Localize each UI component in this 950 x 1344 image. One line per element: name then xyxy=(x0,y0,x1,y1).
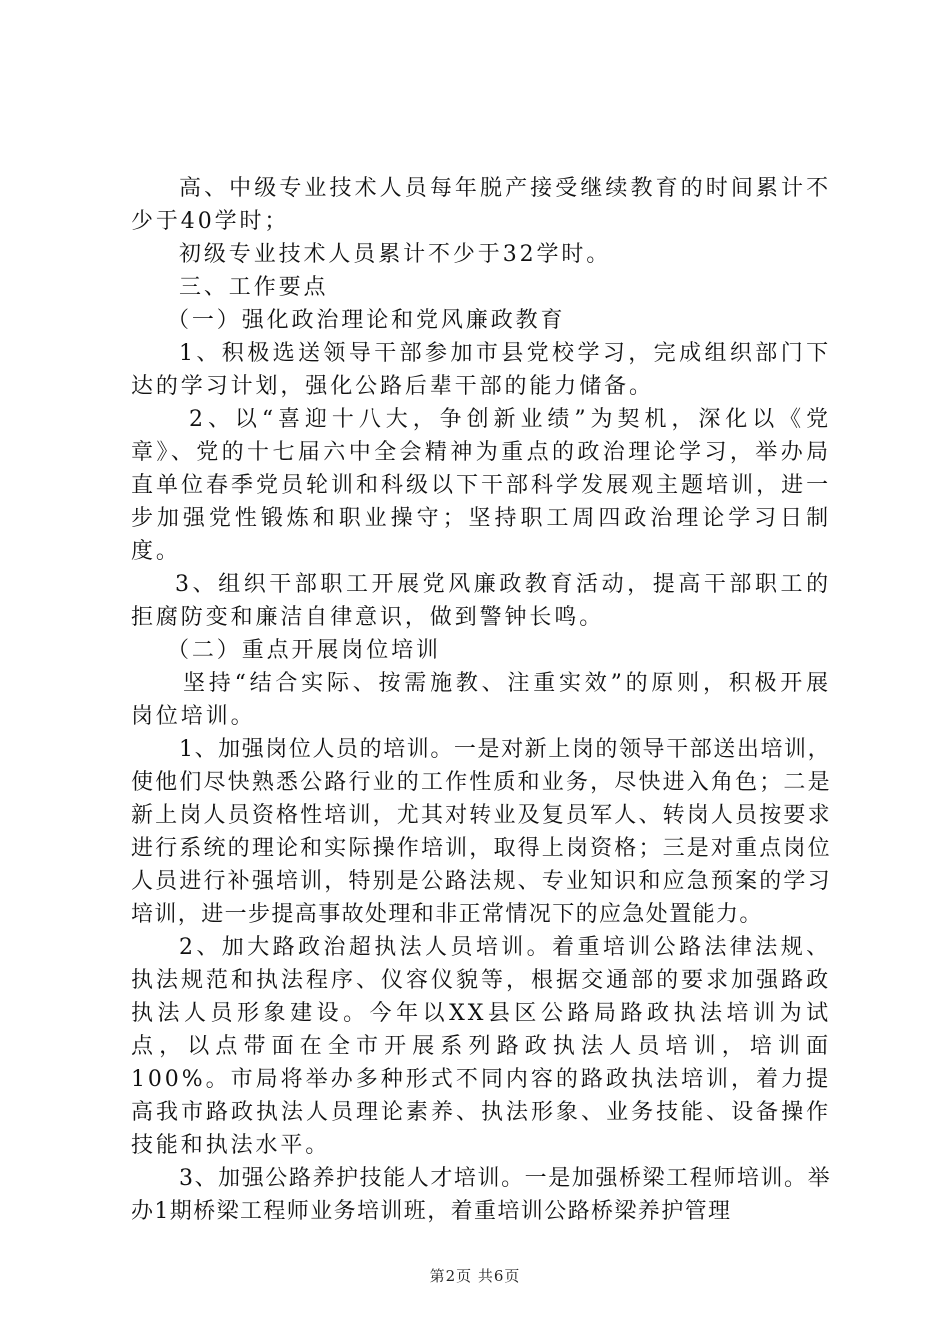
paragraph-post-staff-training: 1、加强岗位人员的培训。一是对新上岗的领导干部送出培训，使他们尽快熟悉公路行业的工作性质和业务，尽快进入角色；二是新上岗人员资格性培训，尤其对转业及复员军人、转岗人员按要求进行系统的理论和实际操作培训，取得上岗资格；三是对重点岗位人员进行补强培训，特别是公路法规、专业知识和应急预案的学习培训，进一步提高事故处理和非正常情况下的应急处置能力。 xyxy=(131,737,831,927)
subsection-heading-post-training: （二）重点开展岗位培训 xyxy=(167,638,441,663)
paragraph-integrity-education: 3、组织干部职工开展党风廉政教育活动，提高干部职工的拒腐防变和廉洁自律意识，做到警钟长鸣。 xyxy=(131,572,831,630)
paragraph-political-theory-study: 2、以“喜迎十八大，争创新业绩”为契机，深化以《党章》、党的十七届六中全会精神为重点的政治理论学习，举办局直单位春季党员轮训和科级以下干部科学发展观主题培训，进一步加强党性锻炼和职业操守；坚持职工周四政治理论学习日制度。 xyxy=(131,407,831,564)
page-number-footer: 第2页 共6页 xyxy=(429,1267,521,1285)
section-heading-work-points: 三、工作要点 xyxy=(179,275,329,300)
paragraph-training-principle: 坚持“结合实际、按需施教、注重实效”的原则，积极开展岗位培训。 xyxy=(131,671,831,729)
document-body xyxy=(131,172,831,1228)
paragraph-maintenance-talent-training: 3、加强公路养护技能人才培训。一是加强桥梁工程师培训。举办1期桥梁工程师业务培训班，着重培训公路桥梁养护管理 xyxy=(131,1166,831,1224)
subsection-heading-political-education: （一）强化政治理论和党风廉政教育 xyxy=(167,308,566,333)
paragraph-party-school: 1、积极选送领导干部参加市县党校学习，完成组织部门下达的学习计划，强化公路后辈干部的能力储备。 xyxy=(131,341,831,399)
paragraph-law-enforcement-training: 2、加大路政治超执法人员培训。着重培训公路法律法规、执法规范和执法程序、仪容仪貌等，根据交通部的要求加强路政执法人员形象建设。今年以XX县区公路局路政执法培训为试点，以点带面在全市开展系列路政执法人员培训，培训面100%。市局将举办多种形式不同内容的路政执法培训，着力提高我市路政执法人员理论素养、执法形象、业务技能、设备操作技能和执法水平。 xyxy=(131,935,831,1158)
paragraph-continuing-education-hours: 高、中级专业技术人员每年脱产接受继续教育的时间累计不少于40学时； xyxy=(131,176,831,234)
paragraph-junior-staff-hours: 初级专业技术人员累计不少于32学时。 xyxy=(179,242,612,267)
